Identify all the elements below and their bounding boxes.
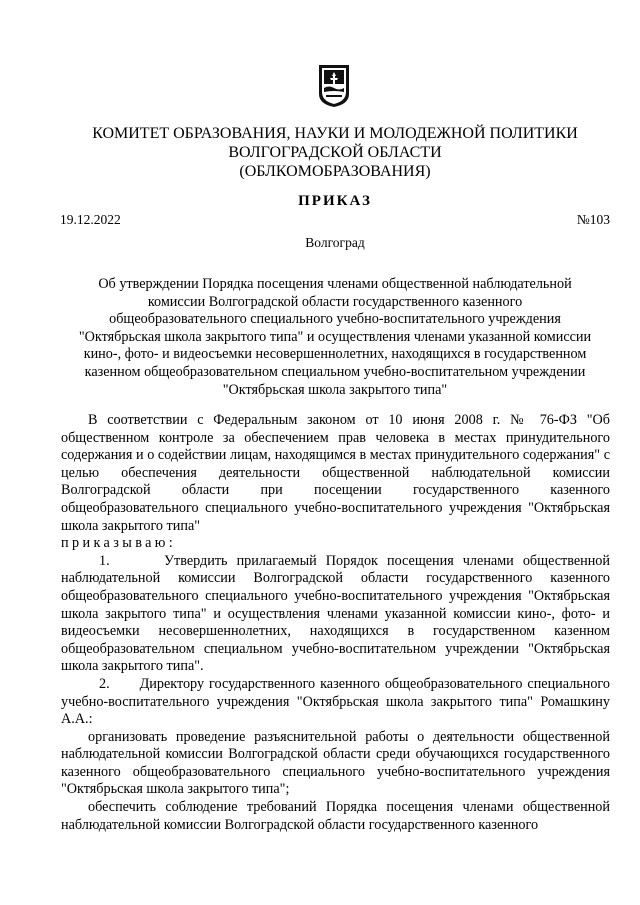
document-subject [60, 276, 610, 399]
organization-line-3: (ОБЛКОМОБРАЗОВАНИЯ) [239, 163, 431, 180]
item-2a-paragraph: организовать проведение разъяснительной работы о деятельности общественной наблюдательной комиссии Волгоградской области среди обучающихся государственного казенного общеобразовательного специального учебно-воспитательного учреждения "Октябрьская школа закрытого типа"; [61, 728, 610, 798]
document-city: Волгоград [305, 235, 365, 250]
document-type: ПРИКАЗ [298, 193, 372, 209]
document-date: 19.12.2022 [60, 212, 121, 227]
subject-line: "Октябрьская школа закрытого типа" [222, 381, 448, 398]
order-word: приказываю: [61, 535, 177, 552]
organization-line-1: КОМИТЕТ ОБРАЗОВАНИЯ, НАУКИ И МОЛОДЕЖНОЙ ПОЛИТИКИ [92, 125, 578, 142]
subject-line: "Октябрьская школа закрытого типа" и осуществления членами указанной комиссии [78, 328, 592, 345]
preamble-paragraph: В соответствии с Федеральным законом от 10 июня 2008 г. № 76-ФЗ "Об общественном контроле за обеспечением прав человека в местах принудительного содержания и о содействии лицам, находящимся в местах принудительного содержания" с целью обеспечения деятельности общественной наблюдательной комиссии Волгоградской области при посещении государственного казенного общеобразовательного специального учебно-воспитательного учреждения "Октябрьская школа закрытого типа" [61, 412, 610, 534]
document-number: №103 [576, 212, 610, 227]
subject-line: казенном общеобразовательном специальном учебно-воспитательном учреждении [84, 363, 586, 380]
subject-line: кино-, фото- и видеосъемки несовершеннолетних, находящихся в государственном [83, 346, 587, 363]
subject-line: общеобразовательного специального учебно-воспитательного учреждения [109, 311, 561, 328]
organization-name [60, 124, 610, 181]
item-2-paragraph: 2. Директору государственного казенного общеобразовательного специального учебно-воспитательного учреждения "Октябрьская школа закрытого типа" Ромашкину А.А.: [61, 675, 614, 728]
organization-line-2: ВОЛГОГРАДСКОЙ ОБЛАСТИ [228, 144, 442, 161]
subject-line: комиссии Волгоградской области государственного казенного [147, 293, 523, 310]
volgograd-coat-of-arms-icon [318, 64, 350, 108]
item-2b-paragraph: обеспечить соблюдение требований Порядка посещения членами общественной наблюдательной комиссии Волгоградской области государственного казенного [61, 799, 610, 833]
document-body [61, 412, 614, 834]
item-1-paragraph: 1. Утвердить прилагаемый Порядок посещения членами общественной наблюдательной комиссии Волгоградской области государственного казенного общеобразовательного специального учебно-воспитательного учреждения "Октябрьская школа закрытого типа" и осуществления членами указанной комиссии кино-, фото- и видеосъемки несовершеннолетних, находящихся в государственном казенном общеобразовательном специальном учебно-воспитательном учреждении "Октябрьская школа закрытого типа". [61, 552, 614, 675]
subject-line: Об утверждении Порядка посещения членами общественной наблюдательной [98, 276, 572, 292]
